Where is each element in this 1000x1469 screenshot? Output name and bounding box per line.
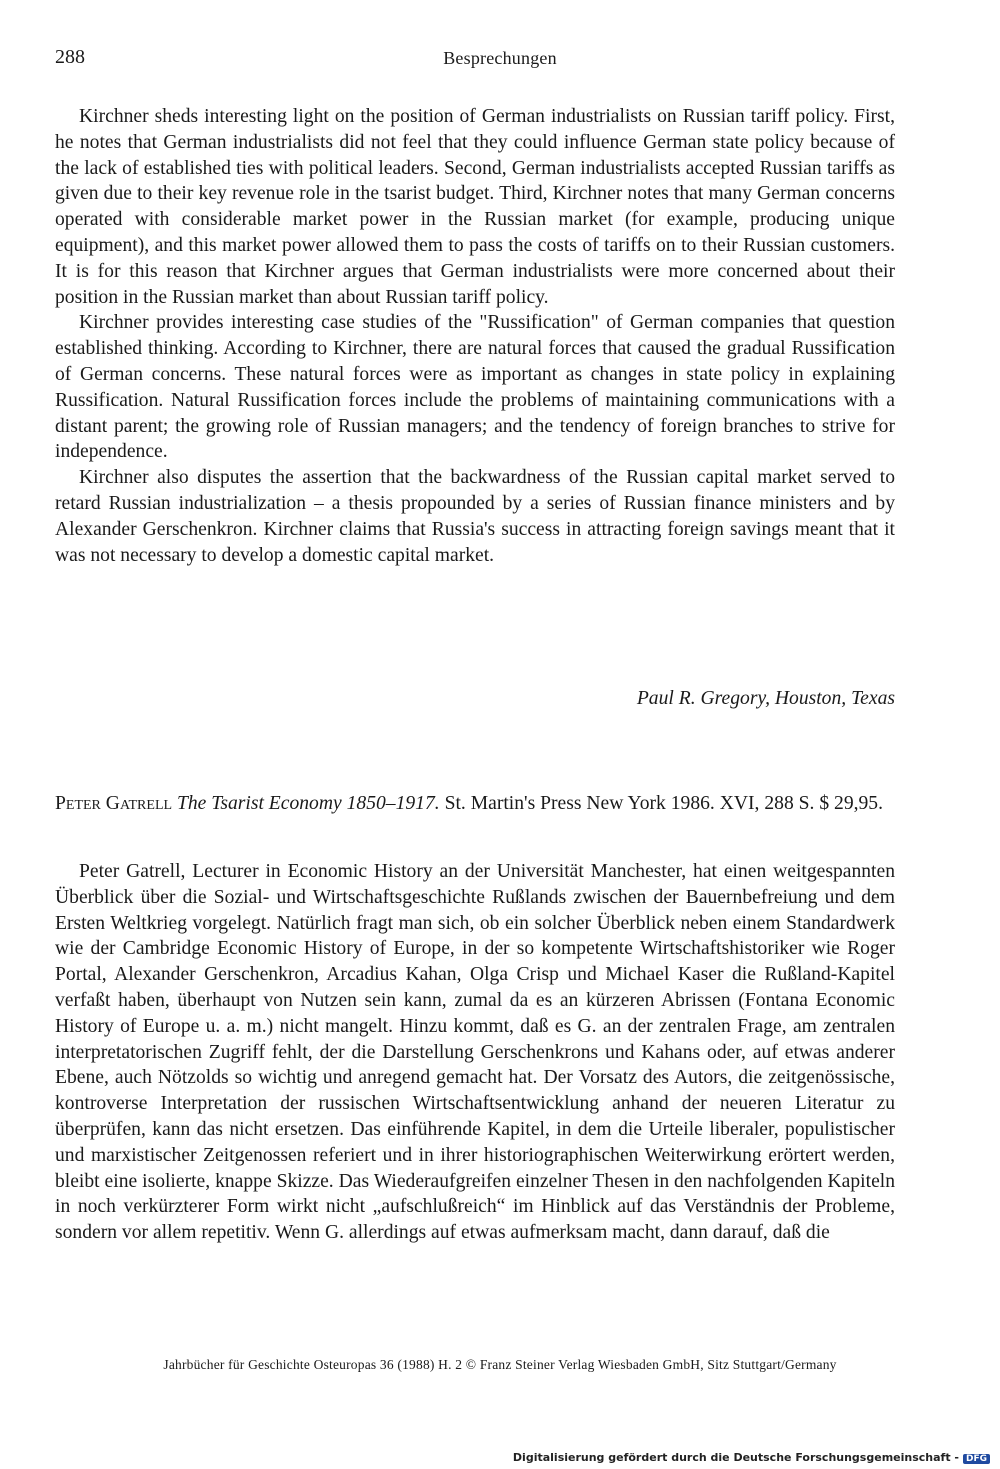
book-title: The Tsarist Economy 1850–1917. [176,793,440,814]
review-gatrell-body [55,859,895,1246]
book-author: Peter Gatrell [55,793,173,814]
paragraph: Kirchner also disputes the assertion that the backwardness of the Russian capital market served to retard Russian industrialization – a thesis propounded by a series of Russian finance ministers and by Alexander Gerschenkron. Kirchner claims that Russia's success in attracting foreign savings meant that it was not necessary to develop a domestic capital market. [55,467,895,566]
page-number: 288 [55,46,85,68]
digitization-credit [513,1451,990,1464]
reviewer-signature: Paul R. Gregory, Houston, Texas [636,688,895,709]
running-head: Besprechungen [443,48,557,68]
dfg-logo: DFG [963,1454,990,1464]
paragraph: Kirchner provides interesting case studies of the "Russification" of German companies that question established thinking. According to Kirchner, there are natural forces that caused the gradual Russification of German concerns. These natural forces were as important as changes in state policy in explaining Russification. Natural Russification forces include the problems of maintaining communications with a distant parent; the growing role of Russian managers; and the tendency of foreign branches to strive for independence. [55,312,895,463]
journal-footer: Jahrbücher für Geschichte Osteuropas 36 (1988) H. 2 © Franz Steiner Verlag Wiesbaden GmbH, Sitz Stuttgart/Germany [163,1357,837,1372]
paragraph: Kirchner sheds interesting light on the position of German industrialists on Russian tariff policy. First, he notes that German industrialists did not feel that they could influence German state policy because of the lack of established ties with political leaders. Second, German industrialists accepted Russian tariffs as given due to their key revenue role in the tsarist budget. Third, Kirchner notes that many German concerns operated with considerable market power in the Russian market (for example, producing unique equipment), and this market power allowed them to pass the costs of tariffs on to their Russian customers. It is for this reason that Kirchner argues that German industrialists were more concerned about their position in the Russian market than about Russian tariff policy. [55,106,895,308]
review-gregory-body [55,104,895,568]
publication-details: St. Martin's Press New York 1986. XVI, 288 S. $ 29,95. [444,793,884,814]
bibliographic-entry [55,791,895,817]
paragraph: Peter Gatrell, Lecturer in Economic History an der Universität Manchester, hat einen weitgespannten Überblick über die Sozial- und Wirtschaftsgeschichte Rußlands zwischen der Bauernbefreiung und dem Ersten Weltkrieg vorgelegt. Natürlich fragt man sich, ob ein solcher Überblick neben einem Standardwerk wie der Cambridge Economic History of Europe, in der so kompetente Wirtschaftshistoriker wie Roger Portal, Alexander Gerschenkron, Arcadius Kahan, Olga Crisp und Michael Kaser die Rußland-Kapitel verfaßt haben, überhaupt von Nutzen sein kann, zumal da es an kürzeren Abrissen (Fontana Economic History of Europe u. a. m.) nicht mangelt. Hinzu kommt, daß es G. an der zentralen Frage, am zentralen interpretatorischen Zugriff fehlt, der die Darstellung Gerschenkrons und Kahans oder, auf etwas anderer Ebene, auch Nötzolds so wichtig und anregend gemacht hat. Der Vorsatz des Autors, die zeitgenössische, kontroverse Interpretation der russischen Wirtschaftsentwicklung anhand der neueren Literatur zu überprüfen, kann das nicht ersetzen. Das einführende Kapitel, in dem die Urteile liberaler, populistischer und marxistischer Zeitgenossen referiert und in ihrer historiographischen Weiterwirkung erörtert werden, bleibt eine isolierte, knappe Skizze. Das Wiederaufgreifen einzelner Thesen in den nachfolgenden Kapiteln in noch verkürzterer Form wirkt nicht „aufschlußreich“ im Hinblick auf das Verständnis der Probleme, sondern vor allem repetitiv. Wenn G. allerdings auf etwas aufmerksam macht, dann darauf, daß die [55,861,895,1244]
digitization-credit-text: Digitalisierung gefördert durch die Deutsche Forschungsgemeinschaft - [512,1451,959,1464]
